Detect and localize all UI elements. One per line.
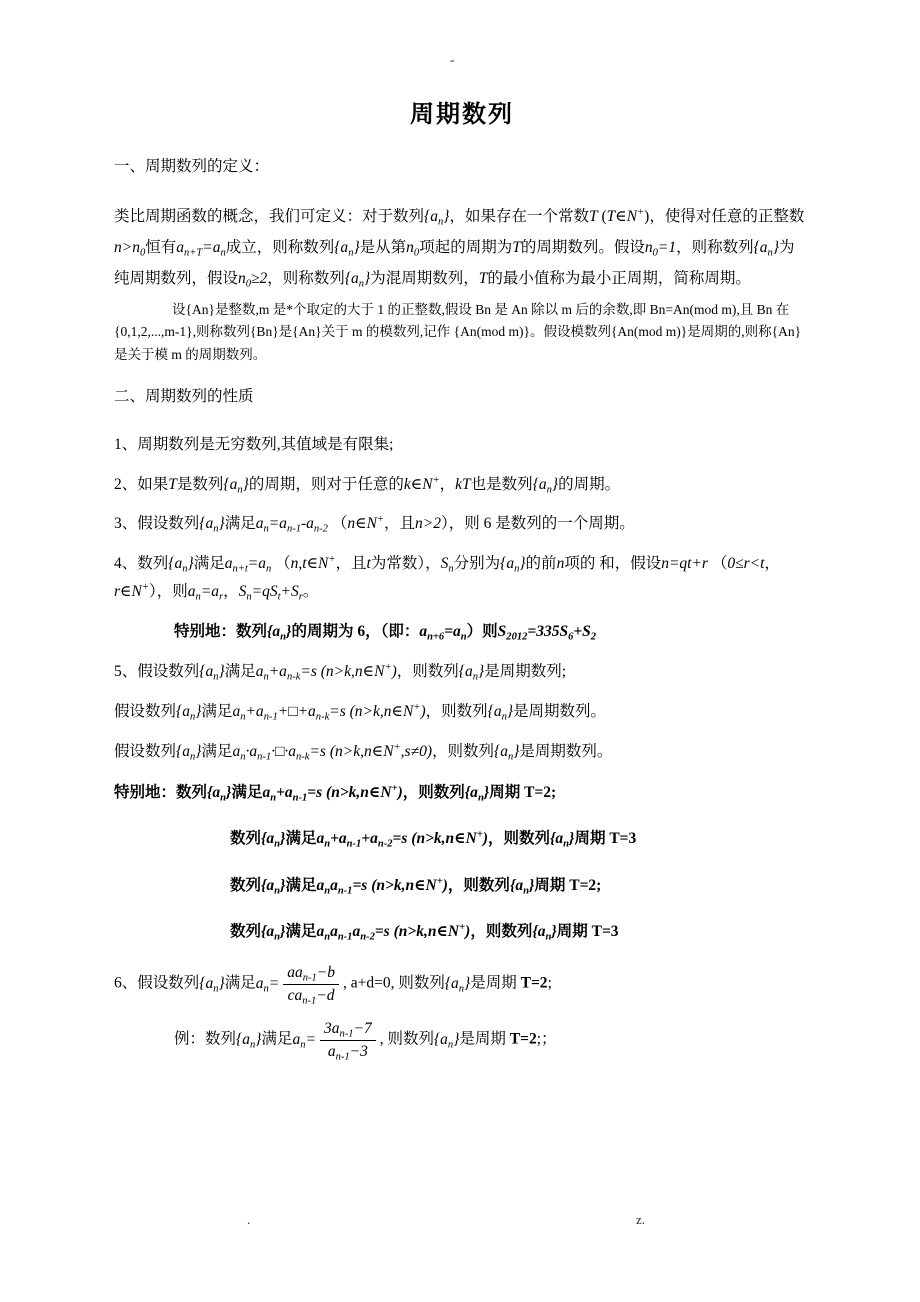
footer-mark-left: . <box>247 1212 251 1227</box>
para-property-3: 3、假设数列$\{a_n\}$满足$a_n=a_{n-1}-a_{n-2}$ （n∈N+，且n>2），则 6 是数列的一个周期。 <box>114 514 635 536</box>
para-property-5-sum-general: 假设数列$\{a_n\}$满足$a_n+a_{n-1}+□+a_{n-k}=s$ (n>k,n∈N+)，则数列$\{a_n\}$是周期数列。 <box>114 702 607 723</box>
fraction: $\frac{aa_{n-1}-b}{ca_{n-1}-d}$ <box>283 963 339 1005</box>
para-property-2: 2、如果T是数列$\{a_n\}$的周期，则对于任意的k∈N+，kT也是数列$\{a_n\}$的周期。 <box>114 474 621 496</box>
para-special-product-period-3: 数列$\{a_n\}$满足$a_na_{n-1}a_{n-2}=s$ (n>k,n∈N+)，则数列$\{a_n\}$周期 T=3 <box>230 922 619 943</box>
para-property-4-note: 特别地：数列$\{a_n\}$的周期为 6，（即：$a_{n+6}=a_n$）则$S_{2012}=335S_6+S_2$ <box>174 623 597 643</box>
para-property-5-product: 假设数列$\{a_n\}$满足$a_n\cdot a_{n-1}\cdot□\cdot a_{n-k}=s$ (n>k,n∈N+,s≠0)，则数列$\{a_n\}$是周期数列。 <box>114 742 613 763</box>
heading-properties: 二、周期数列的性质 <box>114 387 254 405</box>
para-special-sum-period-3: 数列$\{a_n\}$满足$a_n+a_{n-1}+a_{n-2}=s$ (n>k,n∈N+)，则数列$\{a_n\}$周期 T=3 <box>230 829 637 850</box>
para-property-4: 4、数列$\{a_n\}$满足$a_{n+t}=a_n$ （n,t∈N+，且t为常数），$S_n$分别为$\{a_n\}$的前n项的 和，假设n=qt+r （0≤r<t，r∈N+），则$a_n=a_r$，$S_n=qS_t+S_r$。 <box>114 554 780 603</box>
top-page-mark: - <box>450 52 455 67</box>
para-special-sum-period-2: 特别地：数列$\{a_n\}$满足$a_n+a_{n-1}=s$ (n>k,n∈N+)，则数列$\{a_n\}$周期 T=2; <box>114 782 557 804</box>
para-definition: 类比周期函数的概念，我们可定义：对于数列$\{a_n\}$，如果存在一个常数T (T∈N+)，使得对任意的正整数$n>n_0$恒有$a_{n+T}=a_n$成立，则称数列$\{a_n\}$是从第$n_0$项起的周期为T的周期数列。假设$n_0=1$，则称数列$\{a_n\}$为纯周期数列，假设$n_0\ge 2$，则称数列$\{a_n\}$为混周期数列，T的最小值称为最小正周期，简称周期。 <box>114 207 805 291</box>
para-property-5-sum: 5、假设数列$\{a_n\}$满足$a_n+a_{n-k}=s$ (n>k,n∈N+)，则数列$\{a_n\}$是周期数列; <box>114 662 566 683</box>
page-title: 周期数列 <box>410 102 514 128</box>
para-special-product-period-2: 数列$\{a_n\}$满足$a_na_{n-1}=s$ (n>k,n∈N+)，则数列$\{a_n\}$周期 T=2; <box>230 875 602 897</box>
fraction: $\frac{3a_{n-1}-7}{a_{n-1}-3}$ <box>320 1019 376 1061</box>
para-example: 例：数列$\{a_n\}$满足$a_n=$ $\frac{3a_{n-1}-7}{a_{n-1}-3}$ , 则数列$\{a_n\}$是周期 T=2;； <box>174 1020 557 1063</box>
para-property-1: 1、周期数列是无穷数列,其值域是有限集; <box>114 435 394 453</box>
footer-mark-right: z. <box>636 1212 646 1227</box>
para-modular-sequence: 设{An}是整数,m 是*个取定的大于 1 的正整数,假设 Bn 是 An 除以 m 后的余数,即 Bn=An(mod m),且 Bn 在{0,1,2,...,m-1},则称数列{Bn}是{An}关于 m 的模数列,记作 {An(mod m)}。假设模数列{An(mod m)}是周期的,则称{An}是关于模 m 的周期数列。 <box>114 301 802 363</box>
heading-definition: 一、周期数列的定义： <box>114 158 270 175</box>
para-property-6: 6、假设数列$\{a_n\}$满足$a_n=$ $\frac{aa_{n-1}-b}{ca_{n-1}-d}$ , a+d=0, 则数列$\{a_n\}$是周期 T=2; <box>114 964 552 1007</box>
